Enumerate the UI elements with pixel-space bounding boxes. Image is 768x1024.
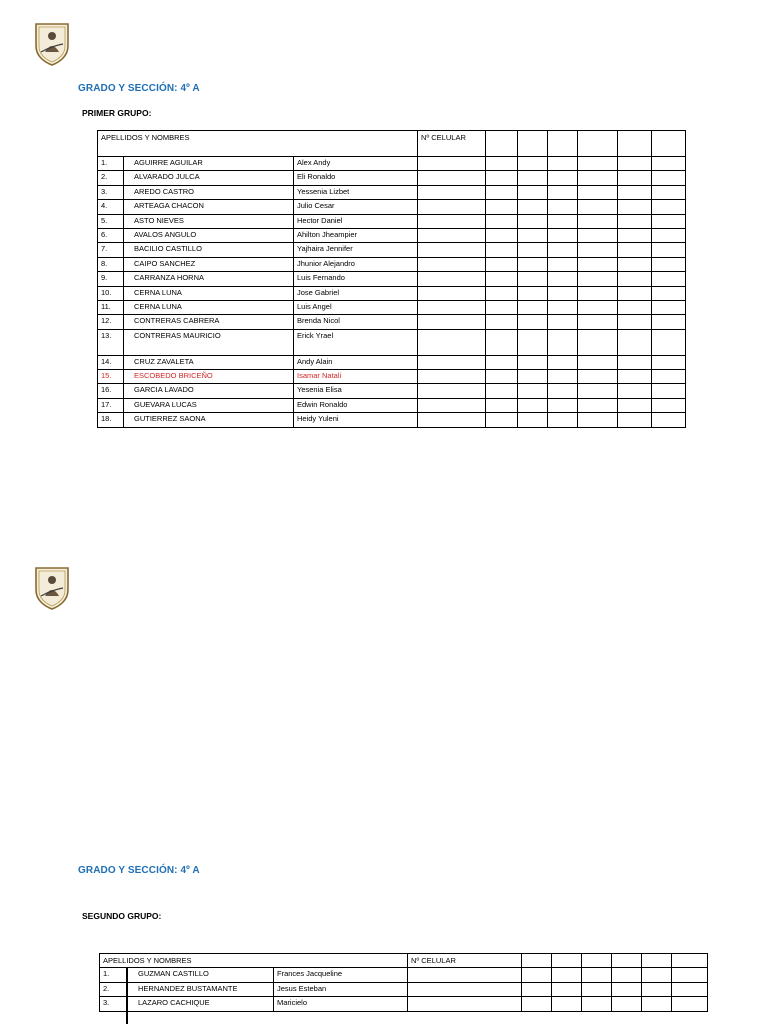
blank-cell (652, 272, 686, 286)
blank-cell (518, 214, 548, 228)
blank-cell (548, 413, 578, 427)
row-phone (418, 370, 486, 384)
blank-cell (518, 185, 548, 199)
row-given-name: Jose Gabriel (294, 286, 418, 300)
blank-cell (578, 300, 618, 314)
blank-cell (548, 355, 578, 369)
blank-cell (652, 384, 686, 398)
row-number: 9. (98, 272, 124, 286)
blank-cell (522, 954, 552, 968)
blank-cell (486, 214, 518, 228)
row-given-name: Edwin Ronaldo (294, 398, 418, 412)
blank-cell (578, 272, 618, 286)
blank-cell (548, 228, 578, 242)
row-given-name: Brenda Nicol (294, 315, 418, 329)
blank-cell (578, 398, 618, 412)
table-row (98, 200, 686, 214)
blank-cell (522, 997, 552, 1012)
column-divider (126, 968, 128, 1024)
row-given-name: Heidy Yuleni (294, 413, 418, 427)
blank-cell (486, 257, 518, 271)
blank-cell (652, 200, 686, 214)
blank-cell (618, 157, 652, 171)
row-phone (418, 171, 486, 185)
table-row (98, 384, 686, 398)
blank-cell (578, 329, 618, 355)
blank-cell (518, 257, 548, 271)
blank-cell (486, 286, 518, 300)
row-surname: CARRANZA HORNA (124, 272, 294, 286)
blank-cell (548, 315, 578, 329)
blank-cell (618, 171, 652, 185)
row-given-name: Yessenia Lizbet (294, 185, 418, 199)
row-given-name: Alex Andy (294, 157, 418, 171)
blank-cell (548, 171, 578, 185)
blank-cell (486, 272, 518, 286)
blank-cell (486, 315, 518, 329)
blank-cell (618, 384, 652, 398)
blank-cell (578, 228, 618, 242)
row-surname: CONTRERAS MAURICIO (124, 329, 294, 355)
blank-cell (548, 214, 578, 228)
blank-cell (486, 329, 518, 355)
table-row (98, 228, 686, 242)
blank-cell (582, 997, 612, 1012)
blank-cell (486, 300, 518, 314)
blank-cell (518, 243, 548, 257)
blank-cell (652, 398, 686, 412)
section-heading: GRADO Y SECCIÓN: 4º A (78, 83, 200, 94)
blank-cell (548, 272, 578, 286)
blank-cell (548, 257, 578, 271)
row-given-name: Ahilton Jheampier (294, 228, 418, 242)
blank-cell (486, 384, 518, 398)
row-given-name: Julio Cesar (294, 200, 418, 214)
blank-cell (618, 200, 652, 214)
row-phone (408, 982, 522, 997)
blank-cell (612, 982, 642, 997)
table-row (98, 398, 686, 412)
blank-cell (618, 315, 652, 329)
row-surname: AGUIRRE AGUILAR (124, 157, 294, 171)
table-row (98, 329, 686, 355)
row-given-name: Eli Ronaldo (294, 171, 418, 185)
blank-cell (518, 355, 548, 369)
blank-cell (552, 968, 582, 983)
blank-cell (578, 214, 618, 228)
blank-cell (618, 398, 652, 412)
blank-cell (672, 954, 708, 968)
blank-cell (652, 214, 686, 228)
row-surname: CRUZ ZAVALETA (124, 355, 294, 369)
group-label: SEGUNDO GRUPO: (82, 911, 162, 921)
row-phone (418, 214, 486, 228)
table-row (98, 286, 686, 300)
blank-cell (548, 384, 578, 398)
row-phone (418, 384, 486, 398)
blank-cell (578, 243, 618, 257)
blank-cell (578, 257, 618, 271)
blank-cell (618, 185, 652, 199)
table-row (98, 315, 686, 329)
row-number: 12. (98, 315, 124, 329)
row-surname: AVALOS ANGULO (124, 228, 294, 242)
table-row (98, 185, 686, 199)
row-number: 1. (98, 157, 124, 171)
blank-cell (618, 286, 652, 300)
row-number: 1. (100, 968, 128, 983)
row-given-name: Jhunior Alejandro (294, 257, 418, 271)
blank-cell (652, 300, 686, 314)
header-phone: Nº CELULAR (408, 954, 522, 968)
row-surname: ALVARADO JULCA (124, 171, 294, 185)
blank-cell (548, 157, 578, 171)
blank-cell (578, 171, 618, 185)
row-phone (418, 243, 486, 257)
row-number: 2. (100, 982, 128, 997)
blank-cell (518, 384, 548, 398)
row-surname: CONTRERAS CABRERA (124, 315, 294, 329)
blank-cell (518, 157, 548, 171)
blank-cell (618, 243, 652, 257)
blank-cell (582, 954, 612, 968)
row-number: 6. (98, 228, 124, 242)
row-surname: GARCIA LAVADO (124, 384, 294, 398)
header-names: APELLIDOS Y NOMBRES (100, 954, 408, 968)
blank-cell (652, 315, 686, 329)
blank-cell (582, 968, 612, 983)
table-row (98, 413, 686, 427)
row-surname: HERNANDEZ BUSTAMANTE (128, 982, 274, 997)
blank-cell (578, 200, 618, 214)
blank-cell (518, 200, 548, 214)
roster-table (97, 130, 686, 428)
row-given-name: Luis Angel (294, 300, 418, 314)
blank-cell (486, 370, 518, 384)
blank-cell (486, 200, 518, 214)
table-row (100, 997, 708, 1012)
blank-cell (642, 968, 672, 983)
blank-cell (548, 370, 578, 384)
blank-cell (578, 185, 618, 199)
row-phone (408, 968, 522, 983)
row-number: 4. (98, 200, 124, 214)
row-surname: ASTO NIEVES (124, 214, 294, 228)
blank-cell (618, 300, 652, 314)
blank-cell (486, 228, 518, 242)
row-surname: GUEVARA LUCAS (124, 398, 294, 412)
row-phone (418, 315, 486, 329)
roster-table (99, 953, 708, 1012)
row-number: 16. (98, 384, 124, 398)
blank-cell (548, 398, 578, 412)
row-phone (408, 997, 522, 1012)
table-row (98, 272, 686, 286)
blank-cell (642, 997, 672, 1012)
blank-cell (618, 228, 652, 242)
blank-cell (518, 329, 548, 355)
blank-cell (486, 355, 518, 369)
row-phone (418, 272, 486, 286)
blank-cell (618, 370, 652, 384)
row-phone (418, 398, 486, 412)
row-number: 15. (98, 370, 124, 384)
row-phone (418, 200, 486, 214)
row-number: 18. (98, 413, 124, 427)
blank-cell (578, 413, 618, 427)
row-given-name: Yajhaira Jennifer (294, 243, 418, 257)
header-phone: Nº CELULAR (418, 131, 486, 157)
blank-cell (548, 185, 578, 199)
row-phone (418, 286, 486, 300)
table-row (98, 214, 686, 228)
row-phone (418, 185, 486, 199)
table-header-row (98, 131, 686, 157)
row-number: 5. (98, 214, 124, 228)
group-label: PRIMER GRUPO: (82, 108, 152, 118)
blank-cell (652, 185, 686, 199)
row-surname: BACILIO CASTILLO (124, 243, 294, 257)
row-surname: ARTEAGA CHACON (124, 200, 294, 214)
blank-cell (578, 370, 618, 384)
blank-cell (486, 185, 518, 199)
blank-cell (548, 286, 578, 300)
blank-cell (486, 398, 518, 412)
row-phone (418, 329, 486, 355)
blank-cell (612, 954, 642, 968)
row-given-name: Frances Jacqueline (274, 968, 408, 983)
blank-cell (518, 228, 548, 242)
blank-cell (652, 370, 686, 384)
row-phone (418, 300, 486, 314)
blank-cell (578, 131, 618, 157)
row-given-name: Andy Alain (294, 355, 418, 369)
row-number: 13. (98, 329, 124, 355)
blank-cell (652, 243, 686, 257)
blank-cell (618, 214, 652, 228)
table-row (98, 355, 686, 369)
blank-cell (642, 982, 672, 997)
school-crest-icon (34, 566, 70, 610)
blank-cell (618, 272, 652, 286)
table-header-row (100, 954, 708, 968)
row-number: 3. (100, 997, 128, 1012)
row-surname: GUZMAN CASTILLO (128, 968, 274, 983)
blank-cell (672, 982, 708, 997)
blank-cell (578, 384, 618, 398)
row-number: 17. (98, 398, 124, 412)
blank-cell (486, 131, 518, 157)
row-given-name: Maricielo (274, 997, 408, 1012)
blank-cell (618, 131, 652, 157)
blank-cell (612, 968, 642, 983)
blank-cell (548, 243, 578, 257)
blank-cell (618, 257, 652, 271)
blank-cell (518, 131, 548, 157)
blank-cell (618, 355, 652, 369)
blank-cell (548, 131, 578, 157)
table-row (98, 157, 686, 171)
blank-cell (652, 171, 686, 185)
blank-cell (578, 286, 618, 300)
blank-cell (652, 413, 686, 427)
row-surname: GUTIERREZ SAONA (124, 413, 294, 427)
blank-cell (652, 228, 686, 242)
blank-cell (548, 329, 578, 355)
table-row (98, 370, 686, 384)
row-phone (418, 228, 486, 242)
row-number: 3. (98, 185, 124, 199)
blank-cell (652, 157, 686, 171)
row-surname: LAZARO CACHIQUE (128, 997, 274, 1012)
row-phone (418, 257, 486, 271)
blank-cell (652, 355, 686, 369)
blank-cell (518, 398, 548, 412)
row-surname: CAIPO SANCHEZ (124, 257, 294, 271)
blank-cell (642, 954, 672, 968)
row-given-name: Jesus Esteban (274, 982, 408, 997)
blank-cell (518, 272, 548, 286)
table-row (98, 171, 686, 185)
blank-cell (486, 413, 518, 427)
blank-cell (552, 982, 582, 997)
blank-cell (618, 413, 652, 427)
row-given-name: Erick Yrael (294, 329, 418, 355)
row-surname: CERNA LUNA (124, 300, 294, 314)
blank-cell (652, 286, 686, 300)
row-number: 2. (98, 171, 124, 185)
blank-cell (672, 997, 708, 1012)
table-row (98, 257, 686, 271)
blank-cell (652, 131, 686, 157)
row-number: 10. (98, 286, 124, 300)
row-given-name: Yesenia Elisa (294, 384, 418, 398)
row-number: 14. (98, 355, 124, 369)
row-number: 11. (98, 300, 124, 314)
row-phone (418, 355, 486, 369)
row-phone (418, 413, 486, 427)
row-given-name: Hector Daniel (294, 214, 418, 228)
table-row (98, 300, 686, 314)
blank-cell (672, 968, 708, 983)
table-row (98, 243, 686, 257)
row-surname: AREDO CASTRO (124, 185, 294, 199)
row-surname: CERNA LUNA (124, 286, 294, 300)
blank-cell (582, 982, 612, 997)
row-given-name: Isamar Natali (294, 370, 418, 384)
blank-cell (486, 243, 518, 257)
blank-cell (522, 968, 552, 983)
row-number: 7. (98, 243, 124, 257)
blank-cell (518, 286, 548, 300)
blank-cell (548, 200, 578, 214)
blank-cell (652, 329, 686, 355)
blank-cell (518, 300, 548, 314)
blank-cell (612, 997, 642, 1012)
table-row (100, 968, 708, 983)
blank-cell (518, 413, 548, 427)
blank-cell (518, 370, 548, 384)
blank-cell (486, 157, 518, 171)
blank-cell (578, 355, 618, 369)
section-heading: GRADO Y SECCIÓN: 4º A (78, 865, 200, 876)
blank-cell (548, 300, 578, 314)
blank-cell (578, 157, 618, 171)
row-given-name: Luis Fernando (294, 272, 418, 286)
blank-cell (652, 257, 686, 271)
school-crest-icon (34, 22, 70, 66)
blank-cell (518, 171, 548, 185)
blank-cell (486, 171, 518, 185)
header-names: APELLIDOS Y NOMBRES (98, 131, 418, 157)
blank-cell (522, 982, 552, 997)
blank-cell (578, 315, 618, 329)
row-number: 8. (98, 257, 124, 271)
table-row (100, 982, 708, 997)
blank-cell (552, 954, 582, 968)
blank-cell (552, 997, 582, 1012)
blank-cell (518, 315, 548, 329)
blank-cell (618, 329, 652, 355)
row-surname: ESCOBEDO BRICEÑO (124, 370, 294, 384)
row-phone (418, 157, 486, 171)
